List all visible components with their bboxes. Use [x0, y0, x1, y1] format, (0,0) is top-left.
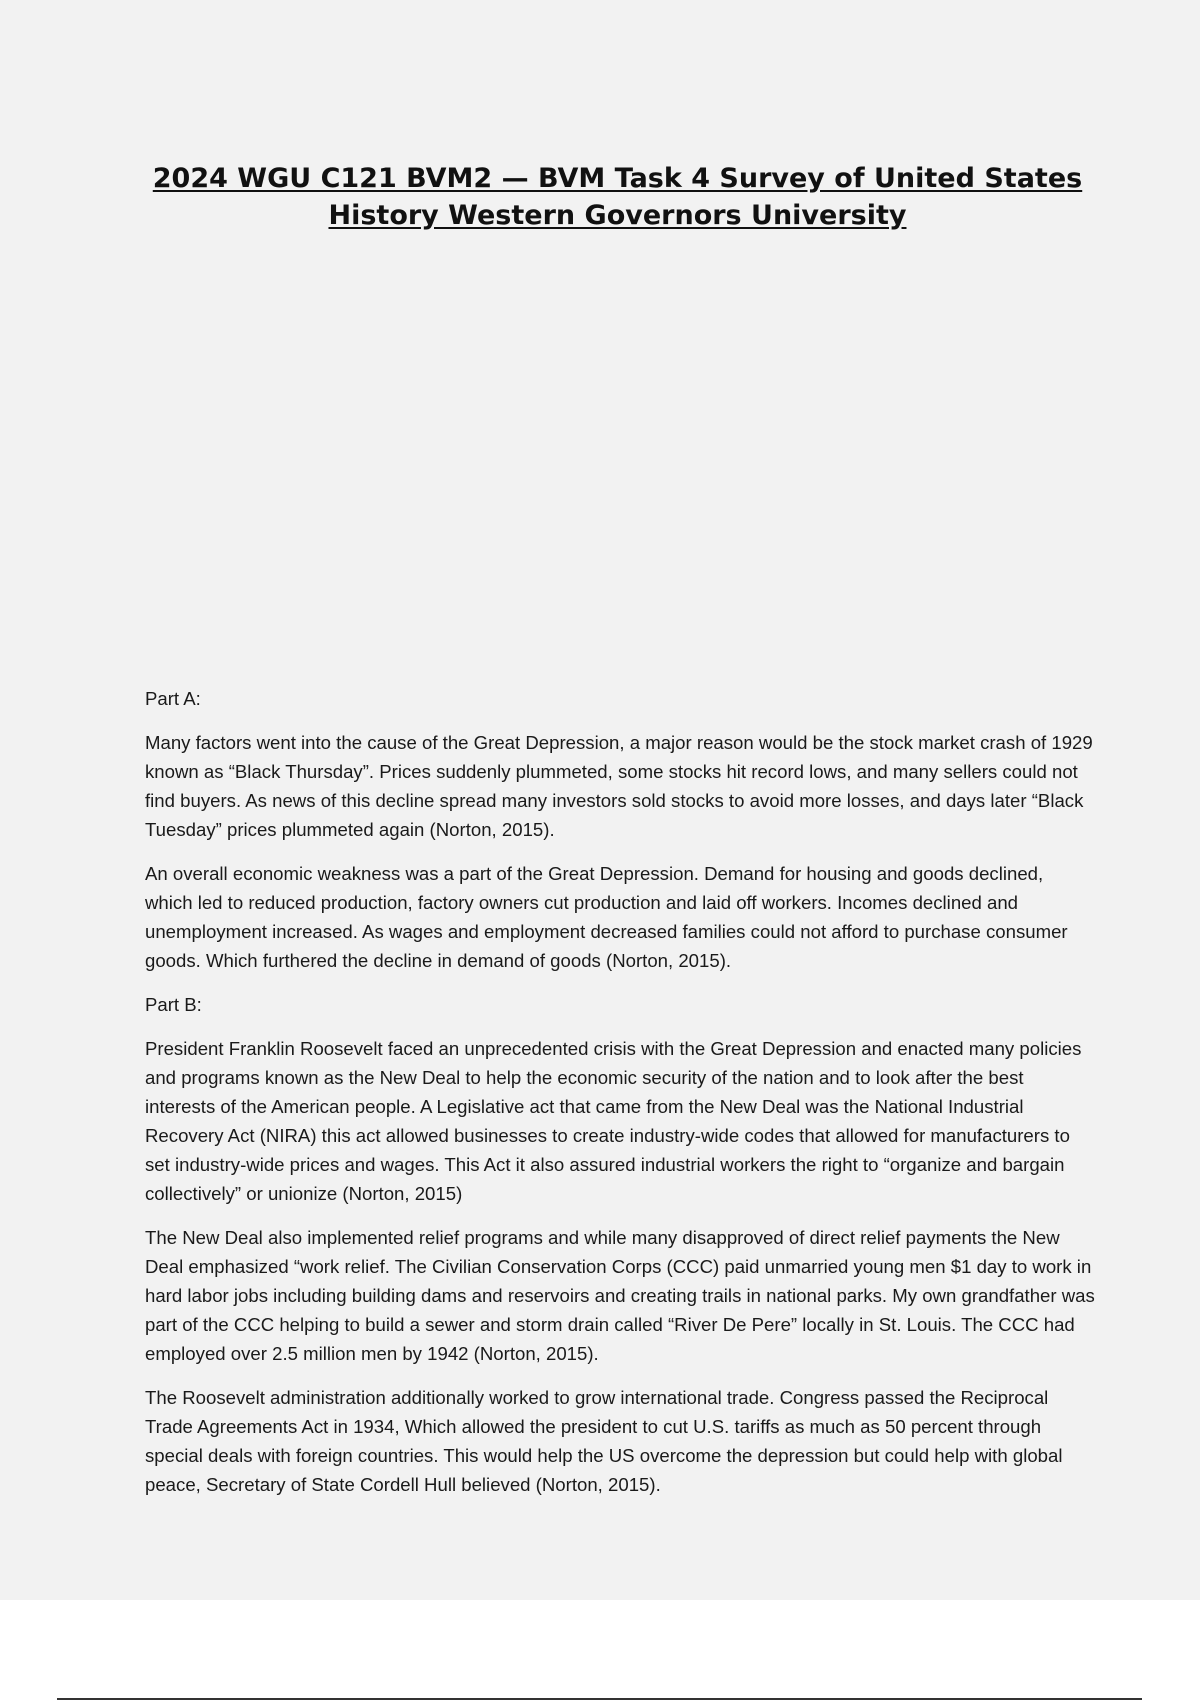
section-heading-part-b: Part B:: [145, 994, 202, 1015]
paragraph: Many factors went into the cause of the Great Depression, a major reason would be the stock market crash of 1929 known as “Black Thursday”. Prices suddenly plummeted, some stocks hit record lows, and many sellers could not find buyers. As news of this decline spread many investors sold stocks to avoid more losses, and days later “Black Tuesday” prices plummeted again (Norton, 2015).: [145, 732, 1093, 840]
paragraph: The New Deal also implemented relief programs and while many disapproved of direct relief payments the New Deal emphasized “work relief. The Civilian Conservation Corps (CCC) paid unmarried young men $1 day to work in hard labor jobs including building dams and reservoirs and creating trails in national parks. My own grandfather was part of the CCC helping to build a sewer and storm drain called “River De Pere” locally in St. Louis. The CCC had employed over 2.5 million men by 1942 (Norton, 2015).: [145, 1227, 1095, 1364]
document-body: [145, 684, 1095, 1514]
section-heading-part-a: Part A:: [145, 688, 201, 709]
paragraph: The Roosevelt administration additionally worked to grow international trade. Congress passed the Reciprocal Trade Agreements Act in 1934, Which allowed the president to cut U.S. tariffs as much as 50 percent through special deals with foreign countries. This would help the US overcome the depression but could help with global peace, Secretary of State Cordell Hull believed (Norton, 2015).: [145, 1387, 1063, 1495]
paragraph: President Franklin Roosevelt faced an unprecedented crisis with the Great Depression and enacted many policies and programs known as the New Deal to help the economic security of the nation and to look after the best interests of the American people. A Legislative act that came from the New Deal was the National Industrial Recovery Act (NIRA) this act allowed businesses to create industry-wide codes that allowed for manufacturers to set industry-wide prices and wages. This Act it also assured industrial workers the right to “organize and bargain collectively” or unionize (Norton, 2015): [145, 1038, 1082, 1204]
paragraph: An overall economic weakness was a part of the Great Depression. Demand for housing and goods declined, which led to reduced production, factory owners cut production and laid off workers. Incomes declined and unemployment increased. As wages and employment decreased families could not afford to purchase consumer goods. Which furthered the decline in demand of goods (Norton, 2015).: [145, 863, 1068, 971]
document-title: 2024 WGU C121 BVM2 — BVM Task 4 Survey of United States History Western Governors University: [152, 163, 1083, 231]
